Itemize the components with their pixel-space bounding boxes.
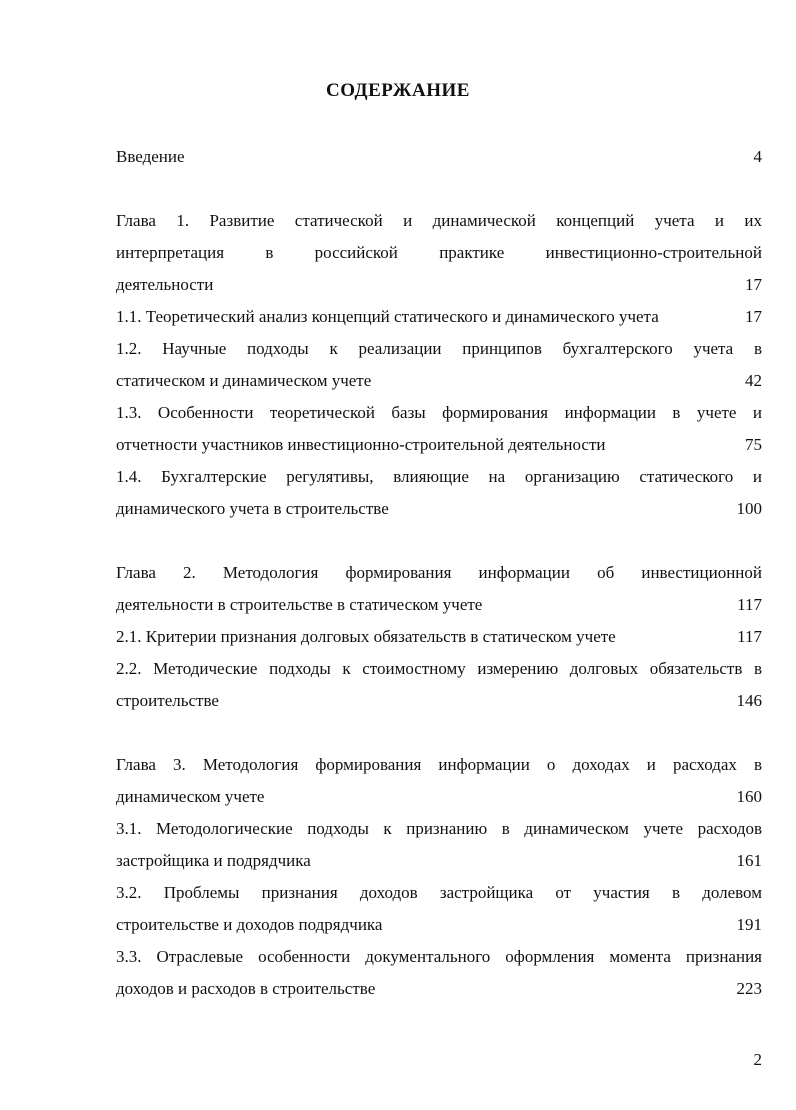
- toc-entry-intro: [116, 141, 762, 173]
- toc-entry-page: 17: [745, 275, 762, 294]
- toc-entry-line: [116, 429, 762, 461]
- toc-entry-text: динамического учета в строительстве: [116, 499, 389, 518]
- toc-entry-line: [116, 141, 762, 173]
- toc-entry-page: 160: [736, 787, 762, 806]
- toc-entry-text: отчетности участников инвестиционно-строительной деятельности: [116, 435, 606, 454]
- toc-entry-line: 3.1. Методологические подходы к признанию в динамическом учете расходов: [116, 819, 762, 838]
- toc-entry-line: 2.2. Методические подходы к стоимостному измерению долговых обязательств в: [116, 659, 762, 678]
- toc-entry-section-3-1: [116, 813, 762, 877]
- toc-entry-chapter-1: [116, 205, 762, 301]
- toc-entry-line: Глава 2. Методология формирования информации об инвестиционной: [116, 563, 762, 582]
- toc-entry-line: [116, 589, 762, 621]
- toc-entry-text: застройщика и подрядчика: [116, 851, 311, 870]
- toc-entry-text: деятельности в строительстве в статическом учете: [116, 595, 483, 614]
- page-number: 2: [753, 1050, 762, 1069]
- toc-gap: [116, 525, 762, 557]
- toc-entry-line: [116, 301, 762, 333]
- toc-entry-text: доходов и расходов в строительстве: [116, 979, 376, 998]
- toc-title: СОДЕРЖАНИЕ: [326, 80, 470, 101]
- toc-entry-page: 161: [736, 851, 762, 870]
- toc-entry-page: 223: [736, 979, 762, 998]
- toc-entry-text: строительстве и доходов подрядчика: [116, 915, 383, 934]
- toc-entry-section-1-3: [116, 397, 762, 461]
- toc-entry-section-2-1: [116, 621, 762, 653]
- toc-entry-section-3-3: [116, 941, 762, 1005]
- toc-entry-line: 1.2. Научные подходы к реализации принципов бухгалтерского учета в: [116, 339, 762, 358]
- toc-entry-page: 4: [753, 147, 762, 166]
- toc-entry-line: [116, 365, 762, 397]
- toc-entry-line: [116, 621, 762, 653]
- toc-entry-text: 1.1. Теоретический анализ концепций статического и динамического учета: [116, 307, 659, 326]
- toc-entry-page: 117: [737, 595, 762, 614]
- toc-entry-line: 1.4. Бухгалтерские регулятивы, влияющие на организацию статического и: [116, 467, 762, 486]
- toc-entry-line: Глава 3. Методология формирования информации о доходах и расходах в: [116, 755, 762, 774]
- toc-entry-line: [116, 493, 762, 525]
- toc-entry-chapter-3: [116, 749, 762, 813]
- toc-entry-section-1-1: [116, 301, 762, 333]
- toc-entry-line: Глава 1. Развитие статической и динамической концепций учета и их: [116, 211, 762, 230]
- toc-entry-page: 117: [737, 627, 762, 646]
- toc-entry-line: [116, 845, 762, 877]
- toc-entry-section-2-2: [116, 653, 762, 717]
- toc-entry-text: деятельности: [116, 275, 214, 294]
- toc-entry-section-1-2: [116, 333, 762, 397]
- toc-entry-text: строительстве: [116, 691, 219, 710]
- toc-entry-line: [116, 269, 762, 301]
- toc-entry-page: 146: [736, 691, 762, 710]
- toc-entry-page: 17: [745, 307, 762, 326]
- toc-entry-line: 1.3. Особенности теоретической базы формирования информации в учете и: [116, 403, 762, 422]
- toc-gap: [116, 173, 762, 205]
- toc-entry-text: статическом и динамическом учете: [116, 371, 372, 390]
- toc-entry-text: Введение: [116, 147, 185, 166]
- toc-entry-section-1-4: [116, 461, 762, 525]
- toc-entry-line: 3.3. Отраслевые особенности документального оформления момента признания: [116, 947, 762, 966]
- toc-entry-text: динамическом учете: [116, 787, 265, 806]
- toc-entry-line: [116, 685, 762, 717]
- toc-entry-line: [116, 909, 762, 941]
- toc-entry-line: [116, 781, 762, 813]
- toc-entry-line: 3.2. Проблемы признания доходов застройщика от участия в долевом: [116, 883, 762, 902]
- toc-entry-line: интерпретация в российской практике инвестиционно-строительной: [116, 243, 762, 262]
- toc-entry-line: [116, 973, 762, 1005]
- table-of-contents: [116, 141, 762, 1005]
- toc-entry-chapter-2: [116, 557, 762, 621]
- toc-gap: [116, 717, 762, 749]
- toc-entry-text: 2.1. Критерии признания долговых обязательств в статическом учете: [116, 627, 616, 646]
- toc-entry-page: 75: [745, 435, 762, 454]
- toc-entry-page: 191: [736, 915, 762, 934]
- toc-entry-page: 42: [745, 371, 762, 390]
- toc-entry-page: 100: [736, 499, 762, 518]
- toc-entry-section-3-2: [116, 877, 762, 941]
